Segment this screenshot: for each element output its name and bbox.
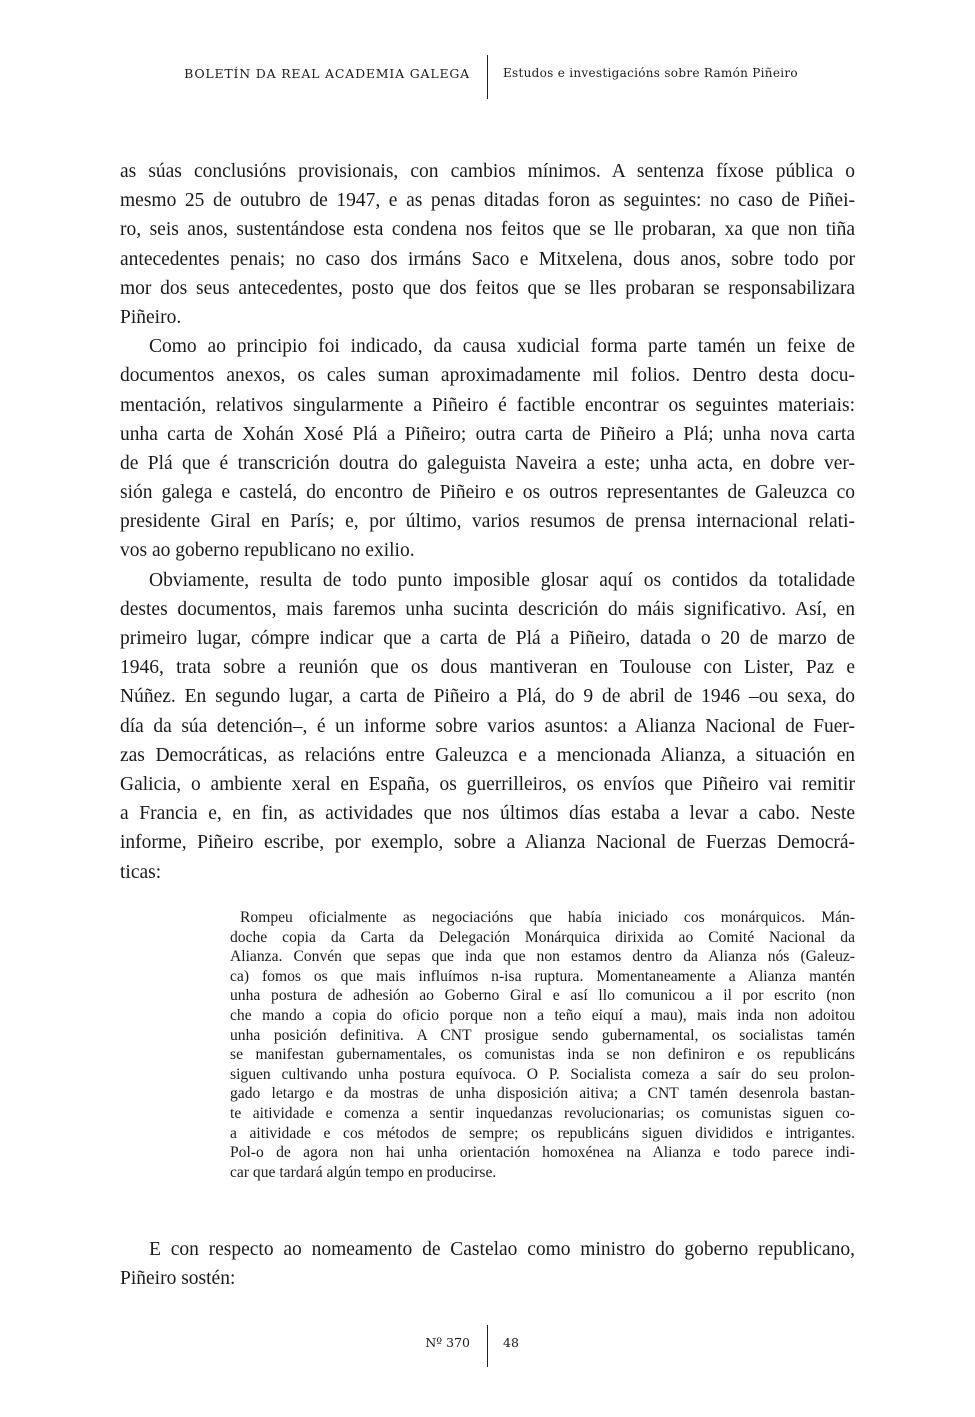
journal-title: BOLETÍN DA REAL ACADEMIA GALEGA [184,66,470,81]
text-line: primeiro lugar, cómpre indicar que a carta de Plá a Piñeiro, datada o 20 de marzo de [120,628,855,649]
text-line: se manifestan gubernamentales, os comunistas inda se non definiron e os republicáns [230,1046,855,1064]
body-text [120,157,855,887]
text-line: mesmo 25 de outubro de 1947, e as penas ditadas foron as seguintes: no caso de Piñei- [120,190,855,212]
block-quote [230,908,855,1182]
text-line: as súas conclusións provisionais, con cambios mínimos. A sentenza fíxose pública o [120,161,855,182]
text-line: mor dos seus antecedentes, posto que dos feitos que se lles probaran se responsabilizara [120,277,855,299]
text-line: siguen cultivando unha postura equívoca. O P. Socialista comeza a saír do seu prolon- [230,1065,855,1083]
text-line: ro, seis anos, sustentándose esta condena nos feitos que se lle probaran, xa que non tiña [120,219,855,241]
text-line: car que tardará algún tempo en producirse. [230,1163,497,1181]
text-line: Núñez. En segundo lugar, a carta de Piñeiro a Plá, do 9 de abril de 1946 –ou sexa, do [120,686,855,708]
text-line: Alianza. Convén que sepas que inda que non estamos dentro da Alianza nós (Galeuz- [230,948,855,966]
page-number: 48 [503,1335,519,1350]
text-line: presidente Giral en París; e, por último, varios resumos de prensa internacional relati- [120,511,855,533]
text-line: Pol-o de agora non hai unha orientación homoxénea na Alianza e todo parece indi- [230,1144,855,1162]
text-line: 1946, trata sobre a reunión que os dous mantiveran en Toulouse con Lister, Paz e [120,657,855,679]
paragraph [230,908,855,1182]
text-line: Obviamente, resulta de todo punto imposible glosar aquí os contidos da totalidade [149,569,855,591]
text-line: Galicia, o ambiente xeral en España, os guerrilleiros, os envíos que Piñeiro vai remitir [120,773,855,795]
text-line: documentos anexos, os cales suman aproximadamente mil folios. Dentro desta docu- [120,365,855,387]
text-line: zas Democráticas, as relacións entre Galeuzca e a mencionada Alianza, a situación en [120,744,855,766]
paragraph [120,566,855,887]
text-line: sión galega e castelá, do encontro de Piñeiro e os outros representantes de Galeuzca co [120,482,855,504]
closing-paragraph [120,1235,855,1293]
text-line: Piñeiro. [120,306,182,328]
text-line: E con respecto ao nomeamento de Castelao como ministro do goberno republicano, [149,1239,855,1260]
text-line: gado letargo e da mostras de unha disposición aitiva; a CNT tamén desenrola bastan- [230,1085,855,1103]
issue-number: Nº 370 [425,1335,470,1350]
text-line: Piñeiro sostén: [120,1268,236,1290]
text-line: día da súa detención–, é un informe sobre varios asuntos: a Alianza Nacional de Fuer- [120,715,855,737]
text-line: doche copia da Carta da Delegación Monárquica dirixida ao Comité Nacional da [230,928,855,946]
paragraph [120,157,855,332]
text-line: unha postura de adhesión ao Goberno Giral e así llo comunicou a il por escrito (non [230,987,855,1005]
text-line: destes documentos, mais faremos unha sucinta descrición do máis significativo. Así, en [120,598,855,620]
text-line: informe, Piñeiro escribe, por exemplo, sobre a Alianza Nacional de Fuerzas Democrá- [120,832,855,854]
text-line: a Francia e, en fin, as actividades que nos últimos días estaba a levar a cabo. Neste [120,803,855,825]
text-line: unha posición definitiva. A CNT prosigue sendo gubernamental, os socialistas tamén [230,1026,855,1044]
footer-divider [487,1325,488,1367]
paragraph [120,332,855,566]
text-line: unha carta de Xohán Xosé Plá a Piñeiro; outra carta de Piñeiro a Plá; unha nova carta [120,423,855,445]
text-line: mentación, relativos singularmente a Piñeiro é factible encontrar os seguintes materiais: [120,394,855,416]
text-line: ticas: [120,861,162,883]
text-line: Rompeu oficialmente as negociacións que había iniciado cos monárquicos. Mán- [240,909,855,926]
paragraph [120,1235,855,1293]
text-line: Como ao principio foi indicado, da causa xudicial forma parte tamén un feixe de [149,336,855,358]
text-line: a aitividade e cos métodos de sempre; os republicáns siguen divididos e intrigantes. [230,1124,855,1142]
text-line: de Plá que é transcrición doutra do galeguista Naveira a este; unha acta, en dobre ver- [120,452,855,474]
text-line: antecedentes penais; no caso dos irmáns Saco e Mitxelena, dous anos, sobre todo por [120,248,855,270]
text-line: ca) fomos os que mais influímos n-isa ruptura. Momentaneamente a Alianza mantén [230,967,855,985]
text-line: te aitividade e comenza a sentir inquedanzas revolucionarias; os comunistas siguen co- [230,1104,855,1122]
text-line: che mando a copia do oficio porque non a teño eiquí a mau), mais inda non adoitou [230,1006,855,1024]
header-divider [487,55,488,99]
text-line: vos ao goberno republicano no exilio. [120,540,415,562]
section-title: Estudos e investigacións sobre Ramón Piñeiro [503,66,798,80]
